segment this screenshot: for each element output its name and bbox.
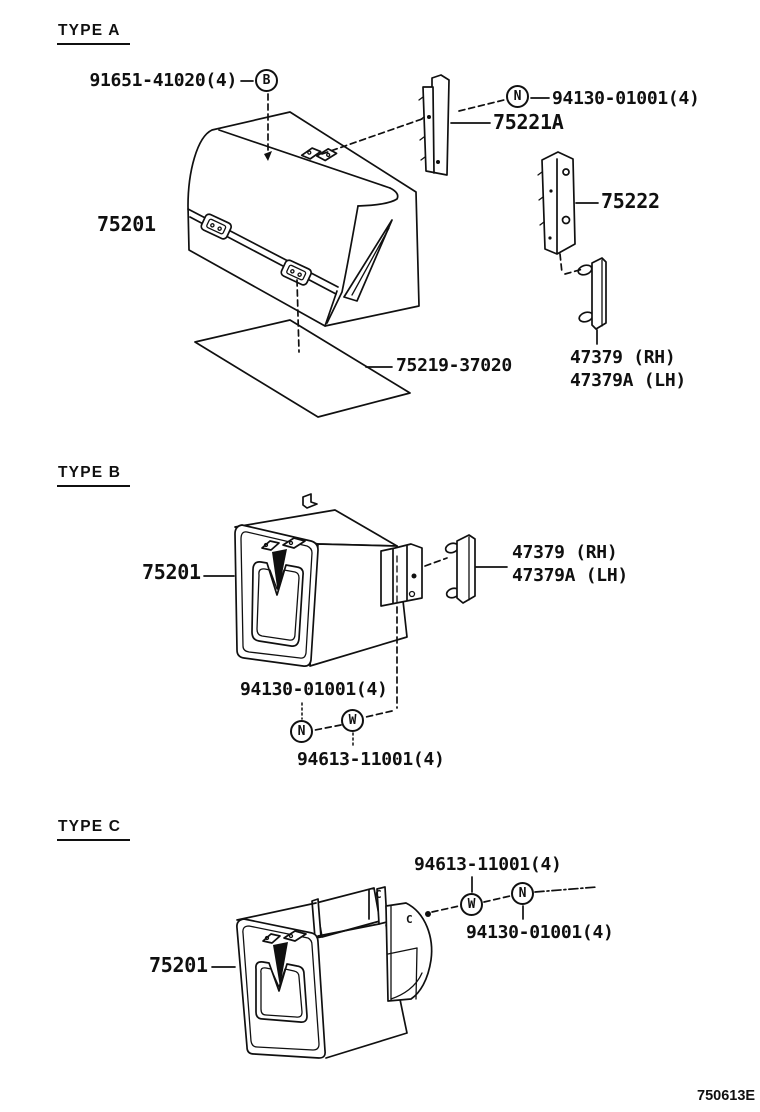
part-label-75221a: 75221A — [493, 110, 564, 134]
fastener-marker-w-type-b: W — [341, 709, 364, 732]
clip-mark-c2: C — [406, 913, 413, 926]
type-a-bracket-75222 — [538, 152, 598, 254]
type-b-toolbox — [235, 494, 422, 666]
type-a-heading: TYPE A — [57, 22, 130, 45]
part-label-75201-type-a: 75201 — [97, 212, 156, 236]
clip-mark-c1: C — [375, 888, 382, 901]
part-label-75222: 75222 — [601, 189, 660, 213]
fastener-marker-n-type-c: N — [511, 882, 534, 905]
part-label-47379-type-a: 47379 (RH) 47379A (LH) — [570, 347, 686, 391]
part-label-94130-type-b: 94130-01001(4) — [240, 679, 388, 700]
type-b-side-bracket — [381, 544, 422, 606]
part-label-75201-type-b: 75201 — [142, 560, 201, 584]
type-a-toolbox — [188, 112, 419, 326]
part-label-75219-37020: 75219-37020 — [396, 355, 512, 376]
type-b-heading: TYPE B — [57, 464, 130, 487]
type-b-support-47379 — [444, 535, 507, 603]
part-label-94130-type-a: 94130-01001(4) — [552, 88, 700, 109]
type-c-toolbox — [237, 887, 432, 1058]
fastener-marker-n-type-a: N — [506, 85, 529, 108]
figure-code: 750613E — [697, 1088, 756, 1104]
fastener-marker-w-type-c: W — [460, 893, 483, 916]
type-a-bracket-75221a — [419, 75, 490, 175]
fastener-marker-n-type-b: N — [290, 720, 313, 743]
part-label-75201-type-c: 75201 — [149, 953, 208, 977]
type-a-support-47379 — [577, 258, 606, 344]
type-c-heading: TYPE C — [57, 818, 130, 841]
fastener-marker-b: B — [255, 69, 278, 92]
part-label-94130-type-c: 94130-01001(4) — [466, 922, 614, 943]
part-label-47379-type-b: 47379 (RH) 47379A (LH) — [512, 542, 628, 586]
part-label-94613-type-c: 94613-11001(4) — [414, 854, 562, 875]
type-a-sheet — [195, 320, 410, 417]
part-label-94613-type-b: 94613-11001(4) — [297, 749, 445, 770]
part-label-91651-41020: 91651-41020(4) — [89, 70, 237, 91]
